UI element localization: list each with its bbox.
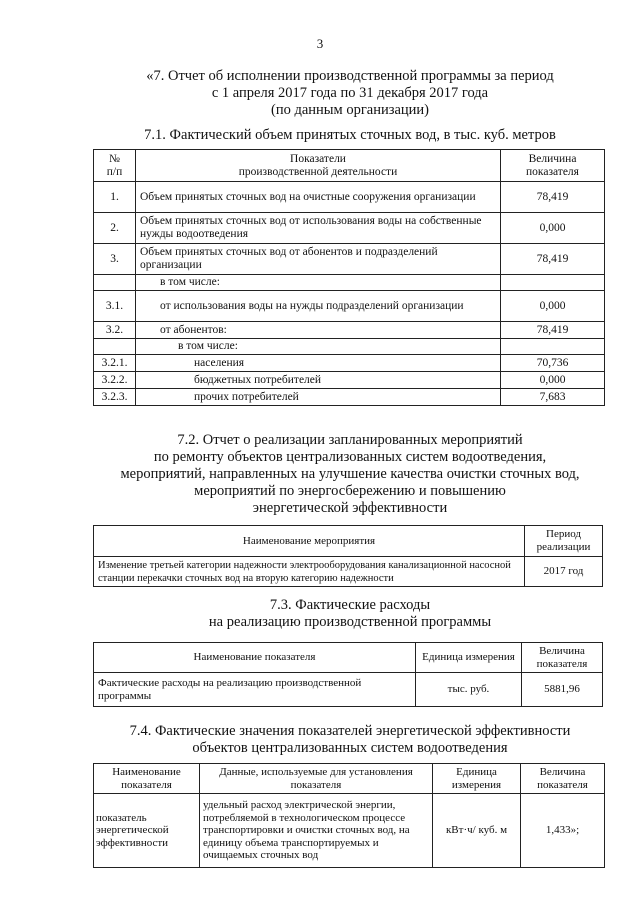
efficiency-name: показатель энергетической эффективности [94,794,200,868]
table-row [94,244,605,275]
header-value: Величина показателя [521,764,605,794]
row-value: 0,000 [501,213,605,244]
header-value: Величина показателя [522,643,603,673]
section-72-title-line: 7.2. Отчет о реализации запланированных мероприятий [177,432,523,448]
header-num: № п/п [94,150,136,182]
section-72-title-line: мероприятий по энергосбережению и повышению [194,483,506,499]
row-label: прочих потребителей [136,389,501,406]
row-num: 1. [94,182,136,213]
row-value [501,339,605,355]
energy-efficiency-table [93,763,605,868]
expense-unit: тыс. руб. [416,673,522,707]
efficiency-data: удельный расход электрической энергии, потребляемой в технологическом процессе транспортировки и очистки сточных вод, на единицу объема транспортируемых и очищаемых сточных вод [200,794,433,868]
row-num [94,339,136,355]
row-label: в том числе: [136,339,501,355]
row-label: от абонентов: [136,322,501,339]
section-72-title [60,432,640,517]
row-value: 0,000 [501,291,605,322]
row-label: Объем принятых сточных вод от абонентов и подразделений организации [136,244,501,275]
section-73-title-line: 7.3. Фактические расходы [269,597,431,613]
table-row [94,322,605,339]
table-row [94,339,605,355]
row-num: 3. [94,244,136,275]
row-num: 2. [94,213,136,244]
activities-table [93,525,603,587]
row-num: 3.1. [94,291,136,322]
table-row [94,213,605,244]
table-row [94,275,605,291]
row-num: 3.2.2. [94,372,136,389]
efficiency-value: 1,433»; [521,794,605,868]
page-number: 3 [316,36,324,51]
table-header-row [94,764,605,794]
header-indicator-name: Наименование показателя [94,764,200,794]
row-label: Объем принятых сточных вод от использования воды на собственные нужды водоотведения [136,213,501,244]
row-label: бюджетных потребителей [136,372,501,389]
table-row [94,389,605,406]
efficiency-unit: кВт·ч/ куб. м [433,794,521,868]
row-value: 0,000 [501,372,605,389]
table-row [94,673,603,707]
row-value: 78,419 [501,322,605,339]
section-72-title-line: мероприятий, направленных на улучшение качества очистки сточных вод, [120,466,580,482]
table-row [94,291,605,322]
row-label: Объем принятых сточных вод на очистные сооружения организации [136,182,501,213]
header-value: Величина показателя [501,150,605,182]
section-71-title: 7.1. Фактический объем принятых сточных вод, в тыс. куб. метров [144,127,556,143]
section-74-title-line: объектов централизованных систем водоотведения [192,740,508,756]
header-period: Период реализации [525,526,603,557]
row-label: в том числе: [136,275,501,291]
row-num: 3.2.3. [94,389,136,406]
activity-period: 2017 год [525,557,603,587]
header-unit: Единица измерения [416,643,522,673]
activity-name: Изменение третьей категории надежности электрооборудования канализационной насосной станции перекачки сточных вод на вторую категорию надежности [94,557,525,587]
header-indicator: Показатели производственной деятельности [136,150,501,182]
row-value [501,275,605,291]
section-73-title-line: на реализацию производственной программы [208,614,492,630]
table-row [94,557,603,587]
section-74-title-line: 7.4. Фактические значения показателей энергетической эффективности [129,723,571,739]
header-indicator-name: Наименование показателя [94,643,416,673]
table-row [94,182,605,213]
table-row [94,372,605,389]
header-unit: Единица измерения [433,764,521,794]
header-activity-name: Наименование мероприятия [94,526,525,557]
row-num: 3.2.1. [94,355,136,372]
table-header-row [94,150,605,182]
section-72-title-line: по ремонту объектов централизованных систем водоотведения, [153,449,547,465]
wastewater-volume-table [93,149,605,406]
report-title-line: «7. Отчет об исполнении производственной программы за период [146,68,554,84]
report-title-line: с 1 апреля 2017 года по 31 декабря 2017 года [211,85,489,101]
row-num [94,275,136,291]
row-label: населения [136,355,501,372]
row-num: 3.2. [94,322,136,339]
section-74-title [60,723,640,757]
section-73-title [60,597,640,631]
expenses-table [93,642,603,707]
table-row [94,794,605,868]
row-value: 78,419 [501,244,605,275]
expense-name: Фактические расходы на реализацию производственной программы [94,673,416,707]
table-row [94,355,605,372]
section-72-title-line: энергетической эффективности [252,500,448,516]
table-header-row [94,643,603,673]
report-title-line: (по данным организации) [270,102,429,118]
row-label: от использования воды на нужды подразделений организации [136,291,501,322]
row-value: 78,419 [501,182,605,213]
row-value: 70,736 [501,355,605,372]
table-header-row [94,526,603,557]
row-value: 7,683 [501,389,605,406]
expense-value: 5881,96 [522,673,603,707]
report-title [60,68,640,119]
header-data: Данные, используемые для установления показателя [200,764,433,794]
